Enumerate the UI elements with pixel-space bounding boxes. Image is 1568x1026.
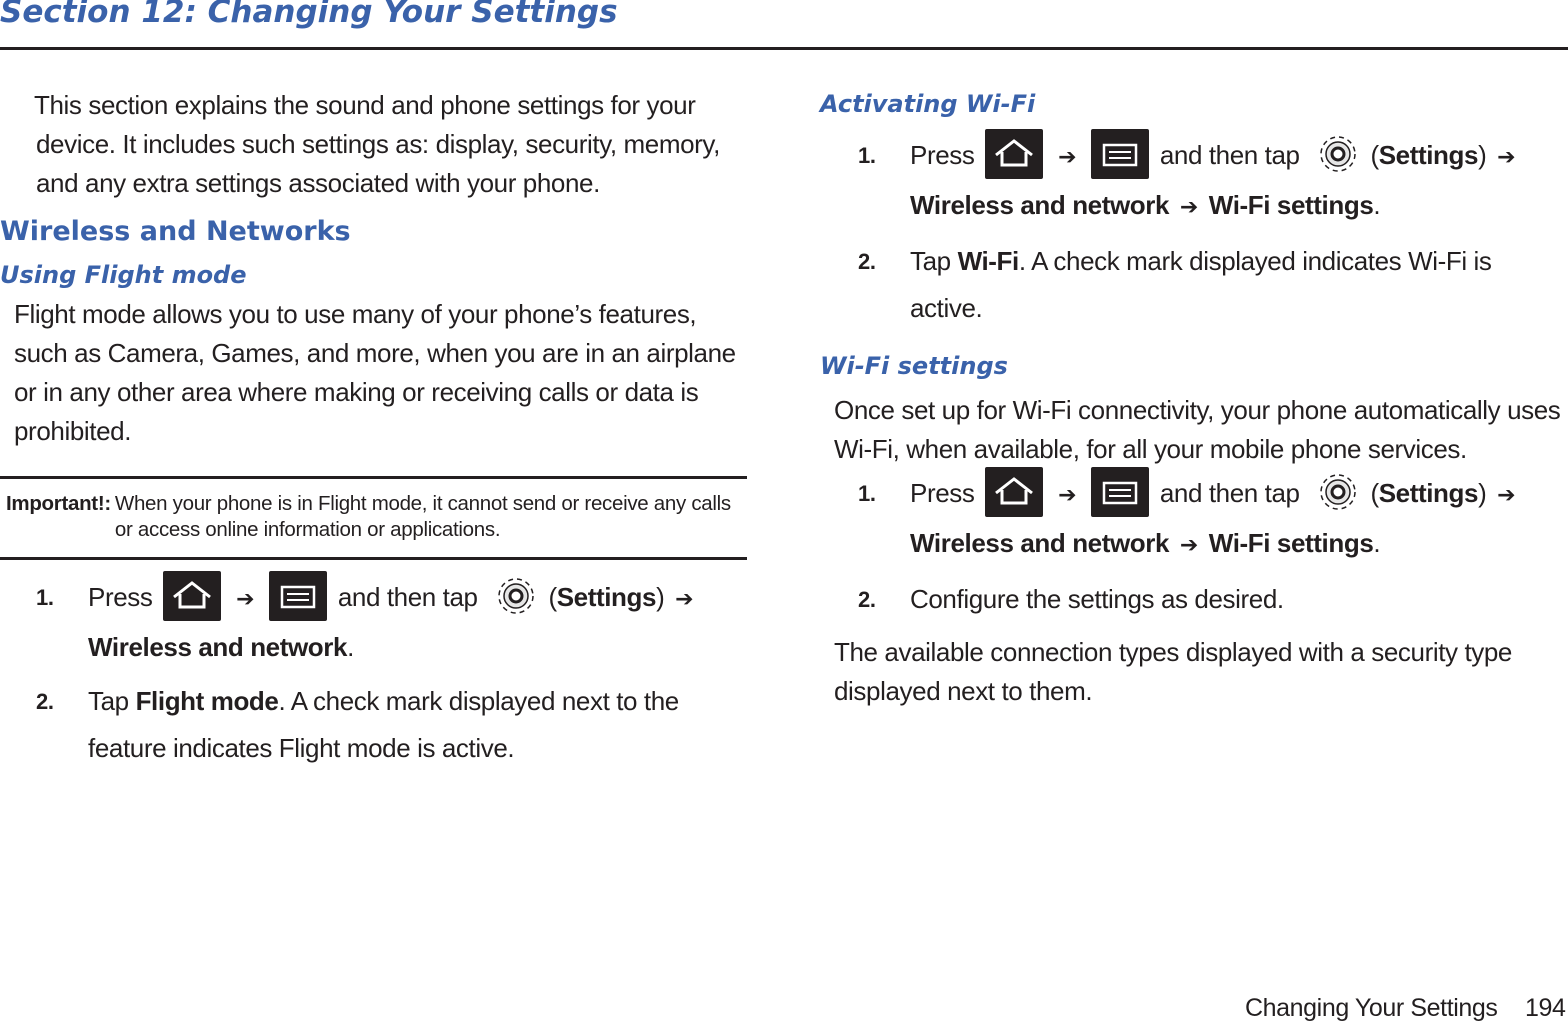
menu-key-icon (1091, 129, 1149, 179)
title-rule (0, 47, 1568, 50)
step-number: 2. (36, 689, 54, 715)
home-key-icon (985, 129, 1043, 179)
period: . (347, 632, 354, 663)
paren-open: ( (1370, 140, 1379, 170)
then-tap-text: and then tap (1159, 478, 1300, 509)
settings-label: Settings (1378, 478, 1479, 509)
paren-close: ) (1478, 478, 1487, 509)
arrow-icon: ➔ (1497, 145, 1516, 170)
press-text: Press (910, 478, 975, 509)
step-number: 2. (858, 249, 876, 275)
list-item (820, 238, 1565, 332)
arrow-icon: ➔ (1058, 145, 1077, 170)
flight-mode-heading: Using Flight mode (0, 261, 247, 289)
tap-text: Tap (910, 246, 951, 277)
arrow-icon: ➔ (1058, 483, 1077, 509)
step-text (910, 238, 1565, 332)
step-number: 1. (858, 481, 876, 507)
flight-steps (0, 574, 750, 772)
step-rest: . A check mark displayed indicates Wi-Fi is active. (910, 246, 1492, 324)
settings-label: Settings (556, 582, 657, 612)
step-rest: . A check mark displayed next to the feature indicates Flight mode is active. (88, 686, 679, 764)
section-title: Section 12: Changing Your Settings (0, 0, 618, 30)
wireless-networks-heading: Wireless and Networks (0, 216, 351, 247)
step-text (88, 678, 750, 772)
arrow-icon: ➔ (675, 587, 694, 612)
left-column (0, 86, 750, 772)
closing-paragraph: The available connection types displayed with a security type displayed next to them. (834, 637, 1512, 707)
paren-open: ( (548, 582, 557, 612)
intro-paragraph: This section explains the sound and phone settings for your device. It includes such settings as: display, security, memory, and any extra settings associated with your phone. (34, 90, 720, 198)
paren-close: ) (656, 582, 665, 612)
right-column (820, 86, 1565, 711)
flight-mode-paragraph: Flight mode allows you to use many of your phone’s features, such as Camera, Games, and more, when you are in an airplane or in any other area where making or receiving calls or data is prohibited. (14, 299, 736, 446)
step-number: 1. (858, 143, 876, 168)
settings-gear-icon (1310, 129, 1366, 179)
step-text (910, 470, 1565, 569)
home-key-icon (985, 467, 1043, 517)
activating-wifi-heading: Activating Wi-Fi (820, 90, 1036, 118)
important-note (0, 476, 747, 560)
wifi-settings-paragraph: Once set up for Wi-Fi connectivity, your phone automatically uses Wi-Fi, when available, for all your mobile phone services. (834, 395, 1561, 465)
wifi-activate-steps (820, 132, 1565, 332)
menu-path: Wireless and network (910, 528, 1170, 559)
menu-path: Wi-Fi settings (1208, 190, 1374, 221)
wifi-settings-heading: Wi-Fi settings (820, 352, 1008, 381)
then-tap-text: and then tap (1159, 140, 1300, 170)
paren-open: ( (1370, 478, 1379, 509)
list-item (820, 132, 1565, 231)
flight-mode-label: Flight mode (135, 686, 279, 717)
settings-gear-icon (488, 571, 544, 621)
wifi-settings-steps (820, 470, 1565, 623)
arrow-icon: ➔ (236, 587, 255, 612)
menu-key-icon (269, 571, 327, 621)
page-number: 194 (1525, 994, 1566, 1022)
paren-close: ) (1478, 140, 1487, 170)
list-item (820, 576, 1565, 623)
step-text: Configure the settings as desired. (910, 584, 1284, 615)
menu-path: Wireless and network (910, 190, 1170, 221)
list-item (820, 470, 1565, 569)
settings-label: Settings (1378, 140, 1479, 170)
list-item (0, 574, 750, 671)
press-text: Press (88, 582, 153, 612)
step-number: 1. (36, 585, 54, 610)
menu-path: Wireless and network (88, 632, 348, 663)
note-label: Important!: (6, 492, 111, 515)
period: . (1373, 528, 1381, 559)
settings-gear-icon (1310, 467, 1366, 517)
footer-section-label: Changing Your Settings (1245, 994, 1498, 1022)
step-text (88, 574, 750, 671)
wifi-label: Wi-Fi (957, 246, 1019, 277)
step-text (910, 132, 1565, 231)
note-text: When your phone is in Flight mode, it cannot send or receive any calls or access online information or applications. (114, 492, 731, 541)
menu-key-icon (1091, 467, 1149, 517)
then-tap-text: and then tap (337, 582, 478, 612)
home-key-icon (163, 571, 221, 621)
list-item (0, 678, 750, 772)
arrow-icon: ➔ (1179, 533, 1198, 559)
arrow-icon: ➔ (1497, 483, 1516, 509)
arrow-icon: ➔ (1179, 195, 1198, 221)
tap-text: Tap (88, 686, 129, 717)
period: . (1373, 190, 1381, 221)
press-text: Press (910, 140, 975, 170)
menu-path: Wi-Fi settings (1208, 528, 1374, 559)
step-number: 2. (858, 587, 876, 613)
